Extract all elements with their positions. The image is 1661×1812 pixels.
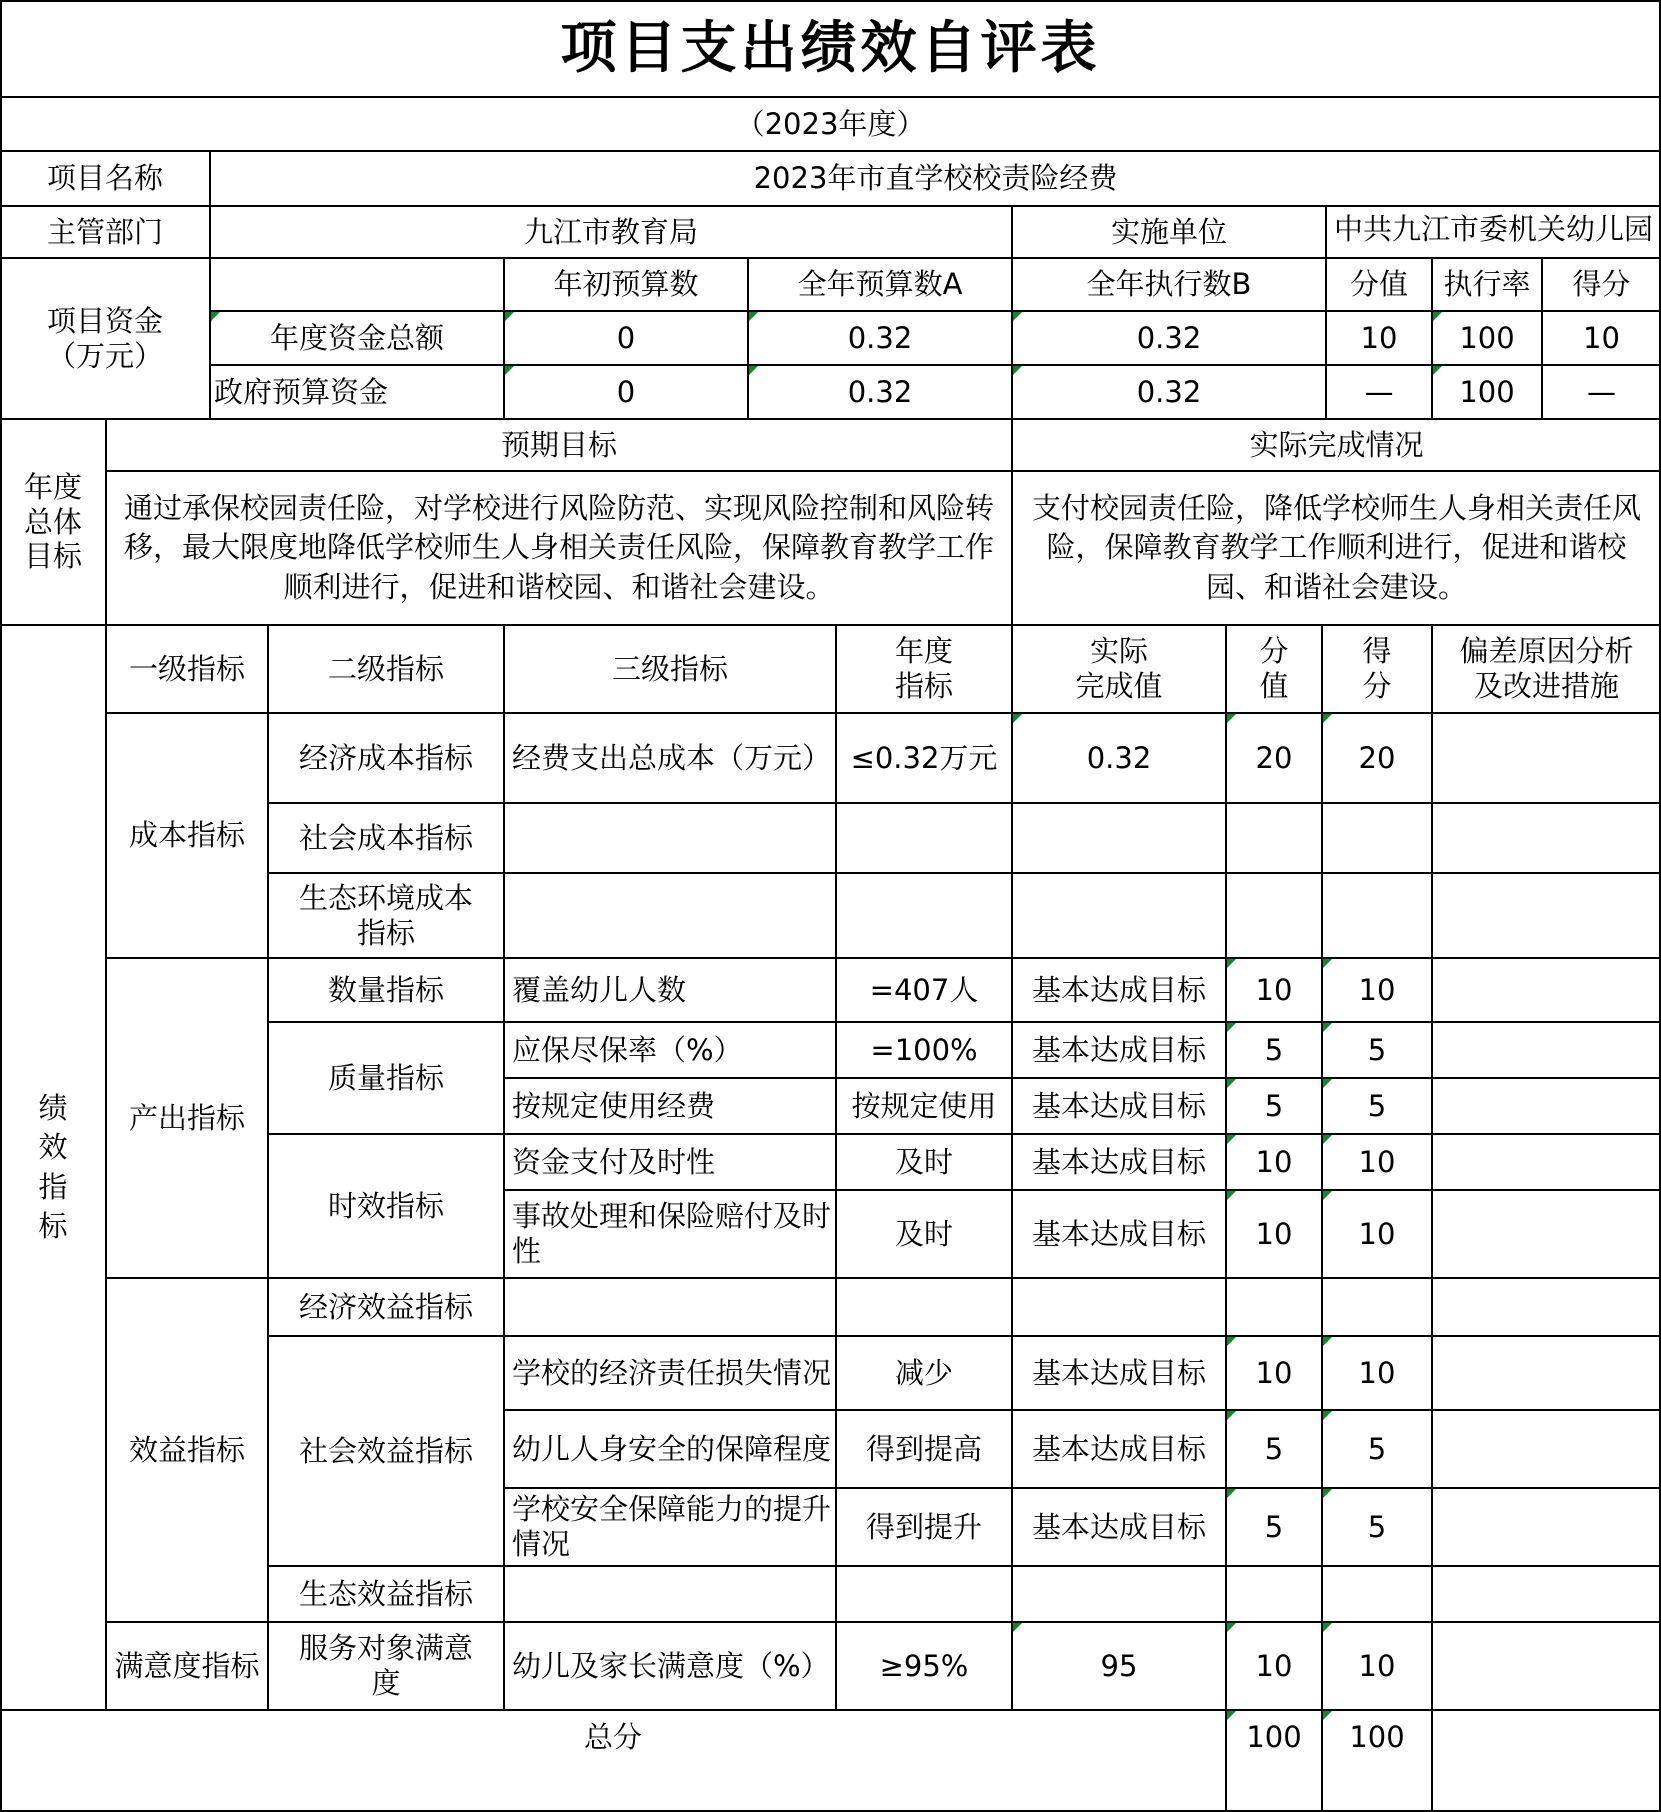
actual-value: 基本达成目标	[1031, 1509, 1206, 1544]
score: 20	[1358, 740, 1396, 775]
report-year: （2023年度）	[735, 106, 926, 141]
annual-target: =407人	[869, 972, 979, 1007]
ind-header-value: 分 值	[1259, 634, 1289, 703]
level3-indicator: 资金支付及时性	[512, 1144, 716, 1179]
level1-cost: 成本指标	[128, 818, 245, 853]
actual-value: 基本达成目标	[1031, 1088, 1206, 1123]
row-total-funds-label: 年度资金总额	[269, 320, 444, 355]
gov-score-value: —	[1364, 374, 1394, 409]
level2-eco-cost: 生态环境成本指标	[298, 880, 473, 950]
score: 5	[1367, 1032, 1387, 1067]
score-value: 10	[1255, 972, 1293, 1007]
row-gov-funds-label: 政府预算资金	[214, 374, 389, 409]
level3-indicator: 学校的经济责任损失情况	[512, 1355, 832, 1390]
gov-score: —	[1587, 374, 1616, 409]
level3-indicator: 幼儿人身安全的保障程度	[512, 1431, 832, 1466]
actual-value: 0.32	[1086, 740, 1152, 775]
col-score-value: 分值	[1349, 267, 1408, 302]
annual-target: =100%	[870, 1032, 978, 1067]
annual-target: 得到提高	[865, 1431, 982, 1466]
col-exec-rate: 执行率	[1443, 267, 1531, 302]
score-value: 10	[1255, 1355, 1293, 1390]
ind-header-actual: 实际 完成值	[1075, 634, 1163, 703]
actual-status-header: 实际完成情况	[1249, 427, 1424, 462]
page-title: 项目支出绩效自评表	[560, 15, 1101, 81]
level2-quality: 质量指标	[327, 1060, 444, 1095]
ind-header-target: 年度 指标	[894, 634, 953, 703]
impl-unit-value: 中共九江市委机关幼儿园	[1333, 212, 1653, 246]
annual-target: 按规定使用	[851, 1088, 997, 1123]
gov-exec: 0.32	[1136, 374, 1202, 409]
gov-initial: 0	[616, 374, 636, 409]
actual-value: 基本达成目标	[1031, 1216, 1206, 1251]
score: 10	[1358, 1144, 1396, 1179]
col-score: 得分	[1572, 267, 1631, 302]
expected-goal-text: 通过承保校园责任险，对学校进行风险防范、实现风险控制和风险转移，最大限度地降低学校师生人身相关责任风险，保障教育教学工作顺利进行，促进和谐校园、和谐社会建设。	[123, 491, 994, 604]
score: 5	[1367, 1088, 1387, 1123]
level1-benefit: 效益指标	[128, 1432, 245, 1467]
annual-target: ≥95%	[879, 1648, 969, 1683]
total-value: 100	[1246, 1720, 1302, 1754]
ind-header-level2: 二级指标	[327, 651, 444, 686]
col-initial-budget: 年初预算数	[553, 267, 699, 302]
score-value: 20	[1255, 740, 1293, 775]
ind-header-score: 得 分	[1362, 634, 1392, 703]
annual-target: 及时	[894, 1144, 953, 1179]
level3-indicator: 学校安全保障能力的提升情况	[512, 1492, 832, 1561]
annual-target: 及时	[894, 1216, 953, 1251]
score-value: 10	[1255, 1648, 1293, 1683]
level3-indicator: 幼儿及家长满意度（%）	[512, 1648, 830, 1683]
score: 10	[1358, 972, 1396, 1007]
actual-value: 基本达成目标	[1031, 1431, 1206, 1466]
project-name-value: 2023年市直学校校责险经费	[753, 161, 1118, 196]
expected-goal-header: 预期目标	[500, 427, 617, 462]
score: 10	[1358, 1216, 1396, 1251]
level2-econ-cost: 经济成本指标	[298, 740, 473, 775]
ind-header-deviation: 偏差原因分析 及改进措施	[1459, 634, 1634, 703]
gov-annual: 0.32	[847, 374, 913, 409]
col-annual-exec: 全年执行数B	[1086, 267, 1252, 302]
level3-indicator: 事故处理和保险赔付及时性	[512, 1199, 832, 1268]
level3-indicator: 经费支出总成本（万元）	[512, 740, 832, 775]
score: 5	[1367, 1509, 1387, 1544]
level1-output: 产出指标	[128, 1100, 245, 1135]
actual-value: 基本达成目标	[1031, 1032, 1206, 1067]
gov-exec-rate: 100	[1459, 374, 1515, 409]
department-value: 九江市教育局	[523, 214, 698, 249]
annual-target: 减少	[894, 1355, 953, 1390]
score: 10	[1358, 1648, 1396, 1683]
level1-satisfaction: 满意度指标	[114, 1648, 260, 1683]
annual-target: ≤0.32万元	[850, 740, 998, 775]
level2-quantity: 数量指标	[327, 972, 444, 1007]
department-label: 主管部门	[46, 214, 163, 249]
total-annual: 0.32	[847, 320, 913, 355]
total-exec-rate: 100	[1459, 320, 1515, 355]
actual-value: 95	[1100, 1648, 1138, 1683]
score-value: 10	[1255, 1216, 1293, 1251]
level3-indicator: 覆盖幼儿人数	[512, 972, 687, 1007]
actual-status-text: 支付校园责任险，降低学校师生人身相关责任风险，保障教育教学工作顺利进行，促进和谐校园、和谐社会建设。	[1031, 491, 1641, 604]
level3-indicator: 按规定使用经费	[512, 1088, 716, 1123]
total-initial: 0	[616, 320, 636, 355]
perf-indicators-label: 绩 效 指 标	[38, 1091, 68, 1243]
score: 10	[1358, 1355, 1396, 1390]
score: 5	[1367, 1431, 1387, 1466]
col-annual-budget: 全年预算数A	[797, 267, 963, 302]
actual-value: 基本达成目标	[1031, 1144, 1206, 1179]
total-score-value: 10	[1360, 320, 1398, 355]
level2-timeliness: 时效指标	[327, 1188, 444, 1223]
score-value: 5	[1264, 1088, 1284, 1123]
level3-indicator: 应保尽保率（%）	[512, 1032, 743, 1067]
score-value: 10	[1255, 1144, 1293, 1179]
score-value: 5	[1264, 1032, 1284, 1067]
level2-social-benefit: 社会效益指标	[298, 1433, 473, 1468]
ind-header-level3: 三级指标	[611, 651, 728, 686]
total-score-value: 100	[1349, 1720, 1405, 1754]
impl-unit-label: 实施单位	[1110, 214, 1227, 249]
annual-goal-label: 年度 总体 目标	[23, 469, 82, 574]
score-value: 5	[1264, 1431, 1284, 1466]
level2-social-cost: 社会成本指标	[298, 820, 473, 855]
score-value: 5	[1264, 1509, 1284, 1544]
annual-target: 得到提升	[865, 1509, 982, 1544]
total-exec: 0.32	[1136, 320, 1202, 355]
level2-econ-benefit: 经济效益指标	[298, 1289, 473, 1324]
funds-label: 项目资金 （万元）	[46, 303, 163, 373]
actual-value: 基本达成目标	[1031, 1355, 1206, 1390]
total-score-label: 总分	[583, 1720, 642, 1754]
level2-service-satisfaction: 服务对象满意度	[298, 1631, 473, 1700]
total-score: 10	[1583, 320, 1620, 355]
level2-eco-benefit: 生态效益指标	[298, 1576, 473, 1611]
ind-header-level1: 一级指标	[128, 651, 245, 686]
actual-value: 基本达成目标	[1031, 972, 1206, 1007]
project-name-label: 项目名称	[46, 161, 163, 196]
